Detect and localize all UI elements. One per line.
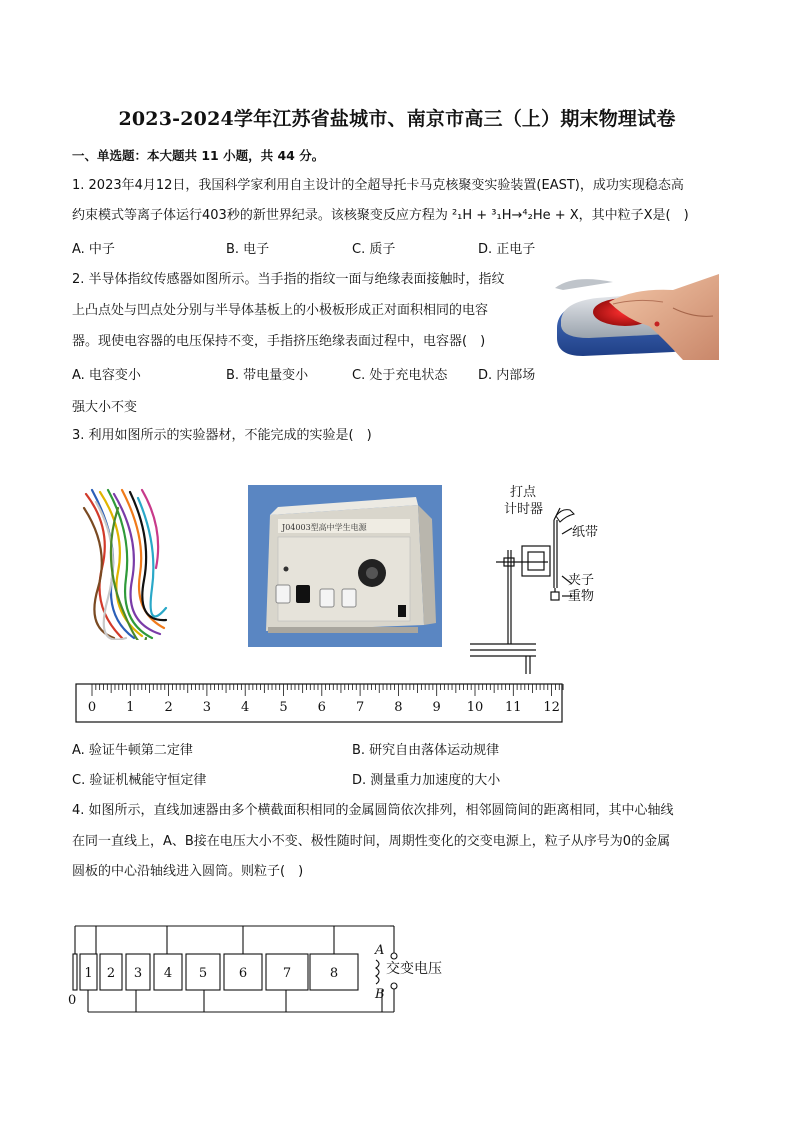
accelerator-tube-label: 5 [198,966,208,981]
q1-option-b: B. 电子 [226,242,270,257]
accelerator-tube-label: 7 [282,966,292,981]
q1-line1: 1. 2023年4月12日，我国科学家利用自主设计的全超导托卡马克核聚变实验装置(EAST)，成功实现稳态高 [72,178,684,193]
q2-line3: 器。现使电容器的电压保持不变，手指挤压绝缘表面过程中，电容器( ) [72,334,486,349]
q2-option-a: A. 电容变小 [72,368,141,383]
ruler-label: 2 [164,700,173,715]
q3-option-b: B. 研究自由落体运动规律 [352,743,500,758]
terminal-a-label: A [375,943,385,958]
accelerator-tube-label: 6 [238,966,248,981]
q4-line2: 在同一直线上，A、B接在电压大小不变、极性随时间，周期性变化的交变电源上，粒子从序号为0的金属 [72,834,671,849]
accelerator-tube-label: 4 [163,966,173,981]
ruler-label: 11 [505,700,522,715]
wires-image [82,488,168,640]
q4-line3: 圆板的中心沿轴线进入圆筒。则粒子( ) [72,864,304,879]
q3-stem: 3. 利用如图所示的实验器材，不能完成的实验是( ) [72,428,372,443]
linear-accelerator-diagram [64,918,454,1018]
ruler-label: 12 [543,700,560,715]
accelerator-tube-label: 1 [84,966,93,981]
q1-option-d: D. 正电子 [478,242,536,257]
ruler-label: 9 [432,700,441,715]
terminal-b-label: B [375,987,385,1002]
timer-apparatus-diagram [470,480,600,676]
ac-source-label: 交变电压 [386,961,442,977]
q1-option-c: C. 质子 [352,242,396,257]
q1-option-a: A. 中子 [72,242,115,257]
ruler-image [74,681,566,725]
q3-option-a: A. 验证牛顿第二定律 [72,743,193,758]
label-zhongwu: 重物 [568,589,595,604]
ruler-label: 6 [317,700,326,715]
page-title: 2023-2024学年江苏省盐城市、南京市高三（上）期末物理试卷 [118,108,676,130]
ruler-label: 8 [394,700,403,715]
ruler-label: 0 [87,700,97,715]
ruler-label: 10 [466,700,484,715]
ruler-label: 3 [202,700,212,715]
q3-option-c: C. 验证机械能守恒定律 [72,773,207,788]
section-heading: 一、单选题：本大题共 11 小题，共 44 分。 [72,148,325,163]
ruler-label: 1 [126,700,135,715]
ruler-label: 5 [279,700,288,715]
q2-option-d-cont: 强大小不变 [72,400,138,415]
accelerator-tube-label: 8 [329,966,339,981]
label-jishiqi: 计时器 [504,502,544,517]
ruler-label: 7 [355,700,365,715]
q2-line2: 上凸点处与凹点处分别与半导体基板上的小极板形成正对面积相同的电容 [72,303,489,318]
plate-zero-label: 0 [68,993,77,1008]
label-jiazi: 夹子 [568,573,595,588]
q4-line1: 4. 如图所示，直线加速器由多个横截面积相同的金属圆筒依次排列，相邻圆筒间的距离相同，其中心轴线 [72,803,674,818]
accelerator-tube-label: 2 [106,966,116,981]
q2-line1: 2. 半导体指纹传感器如图所示。当手指的指纹一面与绝缘表面接触时，指纹 [72,272,505,287]
label-zhidai: 纸带 [572,525,599,540]
q3-option-d: D. 测量重力加速度的大小 [352,773,501,788]
q2-option-d: D. 内部场 [478,368,536,383]
q2-option-c: C. 处于充电状态 [352,368,448,383]
fingerprint-sensor-image [553,268,719,360]
accelerator-tube-label: 3 [133,966,143,981]
q2-option-b: B. 带电量变小 [226,368,309,383]
ruler-label: 4 [241,700,250,715]
label-dadian: 打点 [510,485,537,500]
q1-line2: 约束模式等离子体运行403秒的新世界纪录。该核聚变反应方程为 ²₁H + ³₁H→⁴₂He + X，其中粒子X是( ) [72,208,689,223]
power-supply-image [248,485,442,647]
power-supply-label: J04003型高中学生电源 [282,523,367,532]
